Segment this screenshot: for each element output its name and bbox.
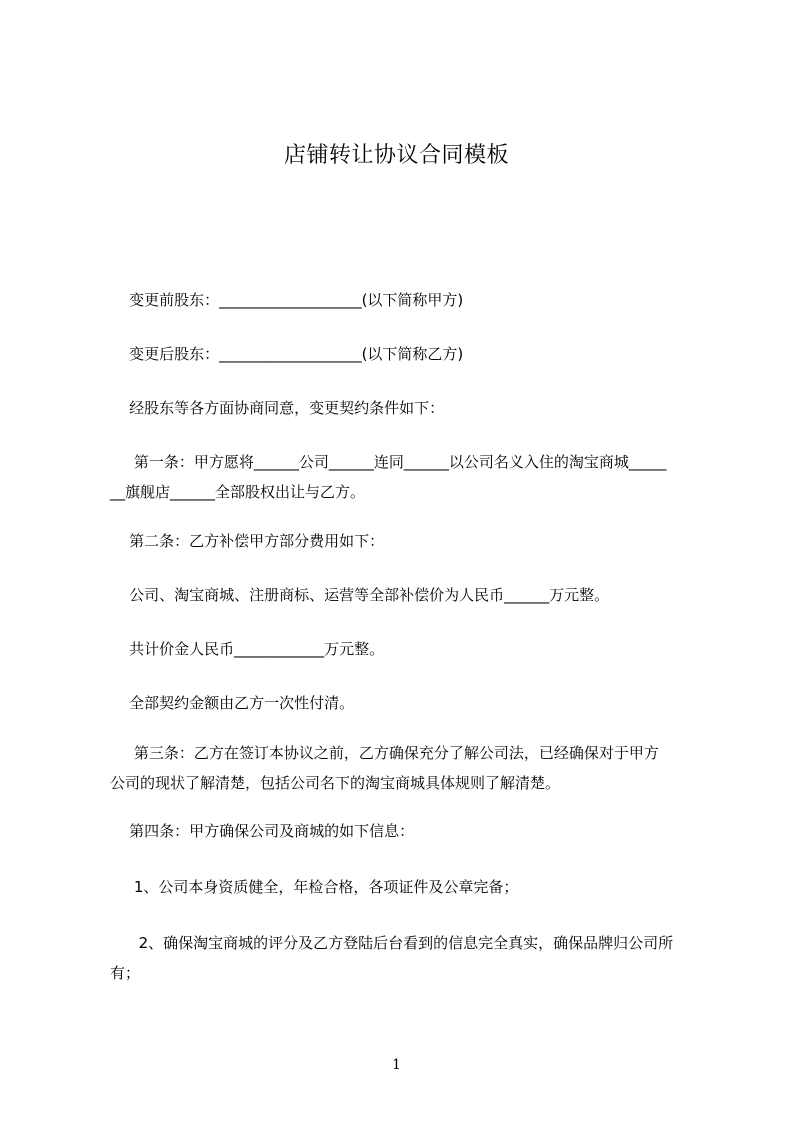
document-title: 店铺转让协议合同模板	[283, 143, 509, 168]
clause-item-1: 1、公司本身资质健全，年检合格，各项证件及公章完备；	[110, 878, 519, 896]
clause-payment: 全部契约金额由乙方一次性付清。	[110, 694, 355, 712]
clause-article-1: 第一条：甲方愿将______公司______连同______以公司名义入住的淘宝商城_____ __旗舰店______全部股权出让与乙方。	[110, 453, 667, 501]
clause-new-shareholder: 变更后股东：___________________(以下简称乙方)	[110, 345, 464, 363]
clause-article-2: 第二条：乙方补偿甲方部分费用如下：	[110, 532, 385, 550]
clause-item-2: 2、确保淘宝商城的评分及乙方登陆后台看到的信息完全真实，确保品牌归公司所 有；	[110, 934, 674, 982]
clause-article-3: 第三条：乙方在签订本协议之前，乙方确保充分了解公司法，已经确保对于甲方 公司的现状了解清楚，包括公司名下的淘宝商城具体规则了解清楚。	[110, 744, 659, 792]
clause-former-shareholder: 变更前股东：___________________(以下简称甲方)	[110, 291, 464, 309]
clause-agreement-intro: 经股东等各方面协商同意，变更契约条件如下：	[110, 399, 445, 417]
page-number: 1	[392, 1057, 401, 1073]
clause-article-4: 第四条：甲方确保公司及商城的如下信息：	[110, 822, 415, 840]
clause-total-price: 共计价金人民币____________万元整。	[110, 640, 385, 658]
clause-compensation-price: 公司、淘宝商城、注册商标、运营等全部补偿价为人民币______万元整。	[110, 586, 610, 604]
